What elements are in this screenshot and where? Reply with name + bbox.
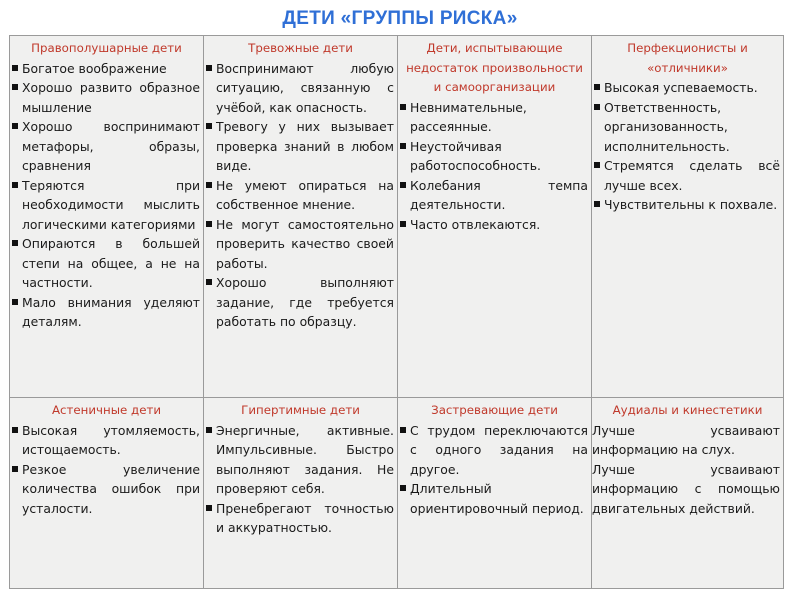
- list-item: Воспринимают любую ситуацию, связанную с учёбой, как опасность.: [204, 59, 394, 118]
- table-row: [10, 36, 784, 398]
- table-cell: [398, 398, 592, 589]
- cell-list: [10, 421, 203, 519]
- cell-list: [398, 421, 591, 519]
- list-item: Ответственность, организованность, исполнительность.: [592, 98, 780, 157]
- list-item: Лучше усваивают информацию с помощью двигательных действий.: [592, 461, 780, 516]
- cell-heading: Дети, испытывающие недостаток произвольности и самоорганизации: [406, 41, 583, 94]
- cell-list: [10, 59, 203, 332]
- list-item: Чувствительны к похвале.: [592, 195, 780, 215]
- table-cell: [10, 398, 204, 589]
- cell-list: [592, 421, 783, 519]
- list-item: Часто отвлекаются.: [398, 215, 588, 235]
- cell-list: [398, 98, 591, 235]
- cell-heading: Гипертимные дети: [241, 403, 360, 417]
- list-item: Хорошо развито образное мышление: [10, 78, 200, 117]
- list-item: Опираются в большей степи на общее, а не на частности.: [10, 234, 200, 293]
- list-item: Теряются при необходимости мыслить логическими категориями: [10, 176, 200, 235]
- cell-list: [592, 78, 783, 215]
- list-item: Тревогу у них вызывает проверка знаний в любом виде.: [204, 117, 394, 176]
- list-item: Высокая успеваемость.: [592, 78, 780, 98]
- table-cell: [204, 398, 398, 589]
- list-item: Лучше усваивают информацию на слух.: [592, 422, 780, 457]
- cell-heading: Аудиалы и кинестетики: [612, 403, 763, 417]
- table-cell: [204, 36, 398, 398]
- list-item: Пренебрегают точностью и аккуратностью.: [204, 499, 394, 538]
- list-item: Длительный ориентировочный период.: [398, 479, 588, 518]
- list-item: Стремятся сделать всё лучше всех.: [592, 156, 780, 195]
- table-cell: [10, 36, 204, 398]
- table-cell: [398, 36, 592, 398]
- cell-list: [204, 59, 397, 332]
- list-item: Мало внимания уделяют деталям.: [10, 293, 200, 332]
- table-cell: [592, 398, 784, 589]
- cell-heading: Правополушарные дети: [31, 41, 182, 55]
- page-title: ДЕТИ «ГРУППЫ РИСКА»: [282, 8, 518, 29]
- list-item: Неустойчивая работоспособность.: [398, 137, 588, 176]
- risk-groups-table: [9, 35, 784, 589]
- list-item: Хорошо воспринимают метафоры, образы, сравнения: [10, 117, 200, 176]
- list-item: Хорошо выполняют задание, где требуется работать по образцу.: [204, 273, 394, 332]
- list-item: Невнимательные, рассеянные.: [398, 98, 588, 137]
- list-item: Не умеют опираться на собственное мнение.: [204, 176, 394, 215]
- cell-list: [204, 421, 397, 538]
- cell-heading: Перфекционисты и «отличники»: [627, 41, 748, 75]
- list-item: Высокая утомляемость, истощаемость.: [10, 421, 200, 460]
- list-item: Колебания темпа деятельности.: [398, 176, 588, 215]
- cell-heading: Тревожные дети: [248, 41, 353, 55]
- list-item: Не могут самостоятельно проверить качество своей работы.: [204, 215, 394, 274]
- table-cell: [592, 36, 784, 398]
- table-row: [10, 398, 784, 589]
- list-item: Резкое увеличение количества ошибок при усталости.: [10, 460, 200, 519]
- cell-heading: Застревающие дети: [431, 403, 558, 417]
- list-item: Энергичные, активные. Импульсивные. Быстро выполняют задания. Не проверяют себя.: [204, 421, 394, 499]
- list-item: С трудом переключаются с одного задания на другое.: [398, 421, 588, 480]
- list-item: Богатое воображение: [10, 59, 200, 79]
- cell-heading: Астеничные дети: [51, 403, 162, 417]
